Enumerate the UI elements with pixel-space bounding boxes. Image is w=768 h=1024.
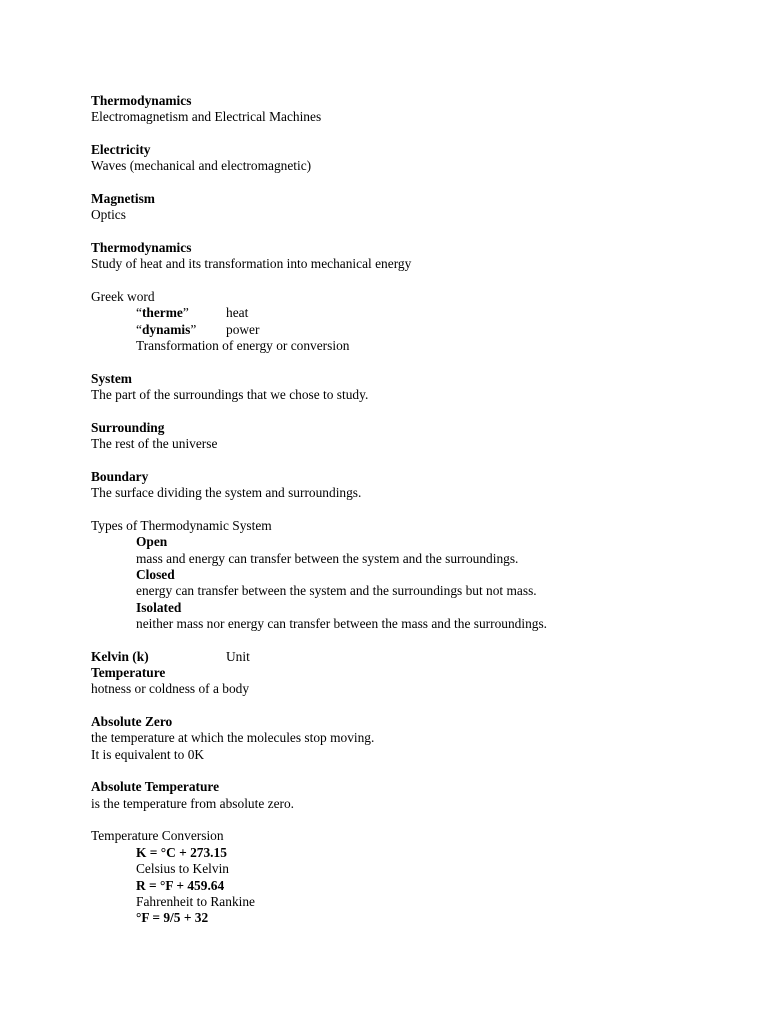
heading-open: Open (136, 534, 168, 550)
greek-term-therme (91, 305, 731, 321)
spacer (91, 763, 731, 779)
text-waves: Waves (mechanical and electromagnetic) (91, 158, 312, 174)
text-optics: Optics (91, 207, 126, 223)
text-conversion-label: Temperature Conversion (91, 828, 224, 844)
spacer (91, 502, 731, 518)
heading-kelvin: Kelvin (k) (91, 648, 149, 664)
heading-magnetism: Magnetism (91, 191, 155, 207)
spacer (91, 632, 731, 648)
heading-absolute-zero: Absolute Zero (91, 714, 173, 730)
spacer (91, 273, 731, 289)
heading-surrounding: Surrounding (91, 419, 165, 435)
text-greek-word: Greek word (91, 289, 155, 305)
formula-kelvin: K = °C + 273.15 (136, 844, 227, 860)
text-temperature-definition: hotness or coldness of a body (91, 681, 250, 697)
spacer (91, 175, 731, 191)
heading-system: System (91, 370, 132, 386)
term-dynamis: “dynamis” (136, 321, 197, 337)
document-body (91, 93, 731, 927)
heading-thermodynamics-2: Thermodynamics (91, 240, 192, 256)
heading-electricity: Electricity (91, 142, 151, 158)
heading-isolated: Isolated (136, 599, 182, 615)
text-unit: Unit (226, 648, 250, 664)
text-electromagnetism: Electromagnetism and Electrical Machines (91, 109, 322, 125)
spacer (91, 126, 731, 142)
spacer (91, 812, 731, 828)
text-surrounding-definition: The rest of the universe (91, 436, 218, 452)
text-isolated-definition: neither mass nor energy can transfer between the mass and the surroundings. (136, 616, 548, 631)
heading-absolute-temperature: Absolute Temperature (91, 779, 220, 795)
spacer (91, 698, 731, 714)
greek-term-dynamis (91, 322, 731, 338)
spacer (91, 453, 731, 469)
kelvin-row (91, 649, 731, 665)
text-transformation: Transformation of energy or conversion (136, 338, 350, 354)
text-closed-definition: energy can transfer between the system and the surroundings but not mass. (136, 583, 537, 599)
heading-boundary: Boundary (91, 468, 149, 484)
formula-fahrenheit: °F = 9/5 + 32 (136, 910, 209, 926)
meaning-power: power (226, 321, 260, 337)
meaning-heat: heat (226, 305, 249, 321)
text-celsius-to-kelvin: Celsius to Kelvin (136, 861, 229, 877)
formula-rankine: R = °F + 459.64 (136, 877, 225, 893)
text-fahrenheit-to-rankine: Fahrenheit to Rankine (136, 893, 255, 909)
text-absolute-zero-2: It is equivalent to 0K (91, 746, 205, 762)
term-therme: “therme” (136, 305, 189, 321)
text-boundary-definition: The surface dividing the system and surroundings. (91, 485, 362, 501)
text-system-definition: The part of the surroundings that we chose to study. (91, 387, 369, 403)
heading-closed: Closed (136, 566, 175, 582)
text-absolute-temperature: is the temperature from absolute zero. (91, 795, 295, 811)
text-types-label: Types of Thermodynamic System (91, 517, 272, 533)
spacer (91, 224, 731, 240)
heading-thermodynamics-1: Thermodynamics (91, 93, 192, 108)
text-thermo-definition: Study of heat and its transformation into mechanical energy (91, 256, 412, 272)
heading-temperature: Temperature (91, 665, 166, 681)
text-open-definition: mass and energy can transfer between the system and the surroundings. (136, 550, 519, 566)
spacer (91, 355, 731, 371)
spacer (91, 404, 731, 420)
text-absolute-zero-1: the temperature at which the molecules stop moving. (91, 730, 375, 746)
